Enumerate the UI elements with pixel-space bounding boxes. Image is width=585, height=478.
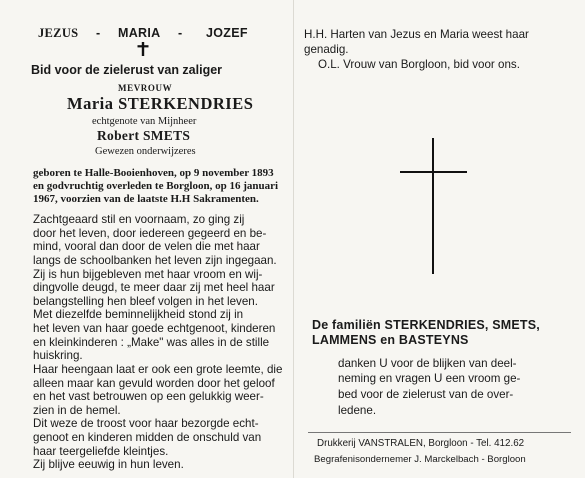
header-maria: MARIA	[118, 26, 161, 40]
prayer-line: O.L. Vrouw van Borgloon, bid voor ons.	[318, 58, 520, 71]
body-line: Zachtgeaard stil en voornaam, zo ging zij	[33, 213, 245, 226]
prayer-line: H.H. Harten van Jezus en Maria weest haar	[304, 28, 529, 41]
dates-line: en godvruchtig overleden te Borgloon, op 16 januari	[33, 180, 279, 192]
dates-line: 1967, voorzien van de laatste H.H Sakramenten.	[33, 193, 259, 205]
honorific: MEVROUW	[118, 83, 173, 93]
body-line: door het leven, door iedereen gegeerd en be-	[33, 226, 267, 240]
body-line: langs de schoolbanken het leven zijn ingegaan.	[33, 253, 277, 267]
spouse-prefix: echtgenote van Mijnheer	[92, 116, 197, 127]
header-dash-1: -	[96, 26, 101, 40]
body-line: genoot en kinderen midden de onschuld van	[33, 431, 262, 445]
thanks-line: ledene.	[338, 404, 377, 417]
body-line: alleen maar kan gevuld worden door het geloof	[33, 376, 275, 390]
body-line: belangstelling hen bleef volgen in het leven.	[33, 294, 258, 308]
body-line: huiskring.	[33, 349, 83, 363]
thanks-line: neming en vragen U een vroom ge-	[338, 372, 521, 385]
prayer-request: Bid voor de zielerust van zaliger	[31, 63, 223, 77]
printer-credit: Drukkerij VANSTRALEN, Borgloon - Tel. 412.62	[317, 438, 525, 449]
undertaker-credit: Begrafenisondernemer J. Marckelbach - Borgloon	[314, 454, 526, 465]
body-line: mind, vooral dan door de velen die met haar	[33, 240, 260, 254]
header-jozef: JOZEF	[206, 26, 248, 40]
body-line: en kleinkinderen : „Make" was alles in de stille	[33, 335, 270, 349]
occupation: Gewezen onderwijzeres	[95, 146, 196, 157]
large-cross-icon	[432, 138, 434, 274]
body-line: haar teergeliefde kleintjes.	[33, 444, 169, 458]
prayer-line: genadig.	[304, 43, 349, 56]
cross-icon	[136, 42, 150, 56]
body-line: het leven van haar goede echtgenoot, kinderen	[33, 322, 276, 336]
header-jezus: JEZUS	[38, 26, 79, 40]
body-line: Zij is hun bijgebleven met haar vroom en wij-	[33, 267, 263, 281]
card-fold	[293, 0, 294, 478]
body-line: dingvolle deugd, te meer daar zij met heel haar	[33, 281, 275, 295]
body-line: zien in de hemel.	[33, 403, 121, 417]
body-line: en het vast betrouwen op een gelukkig weer-	[33, 390, 264, 404]
spouse-name: Robert SMETS	[97, 128, 191, 143]
dates-line: geboren te Halle-Booienhoven, op 9 november 1893	[33, 167, 274, 179]
families-line: De familiën STERKENDRIES, SMETS,	[312, 318, 540, 332]
thanks-line: bed voor de zielerust van de over-	[338, 388, 514, 401]
deceased-name: Maria STERKENDRIES	[67, 94, 254, 113]
body-line: Met diezelfde beminnelijkheid stond zij in	[33, 308, 244, 322]
families-line: LAMMENS en BASTEYNS	[312, 333, 469, 347]
thanks-line: danken U voor de blijken van deel-	[338, 357, 517, 370]
body-line: Zij blijve eeuwig in hun leven.	[33, 458, 184, 472]
large-cross-icon-bar	[400, 171, 467, 173]
body-line: Dit weze de troost voor haar bezorgde echt-	[33, 417, 259, 431]
header-dash-2: -	[178, 26, 183, 40]
divider	[308, 432, 571, 433]
body-line: Haar heengaan laat er ook een grote leemte, die	[33, 362, 283, 376]
